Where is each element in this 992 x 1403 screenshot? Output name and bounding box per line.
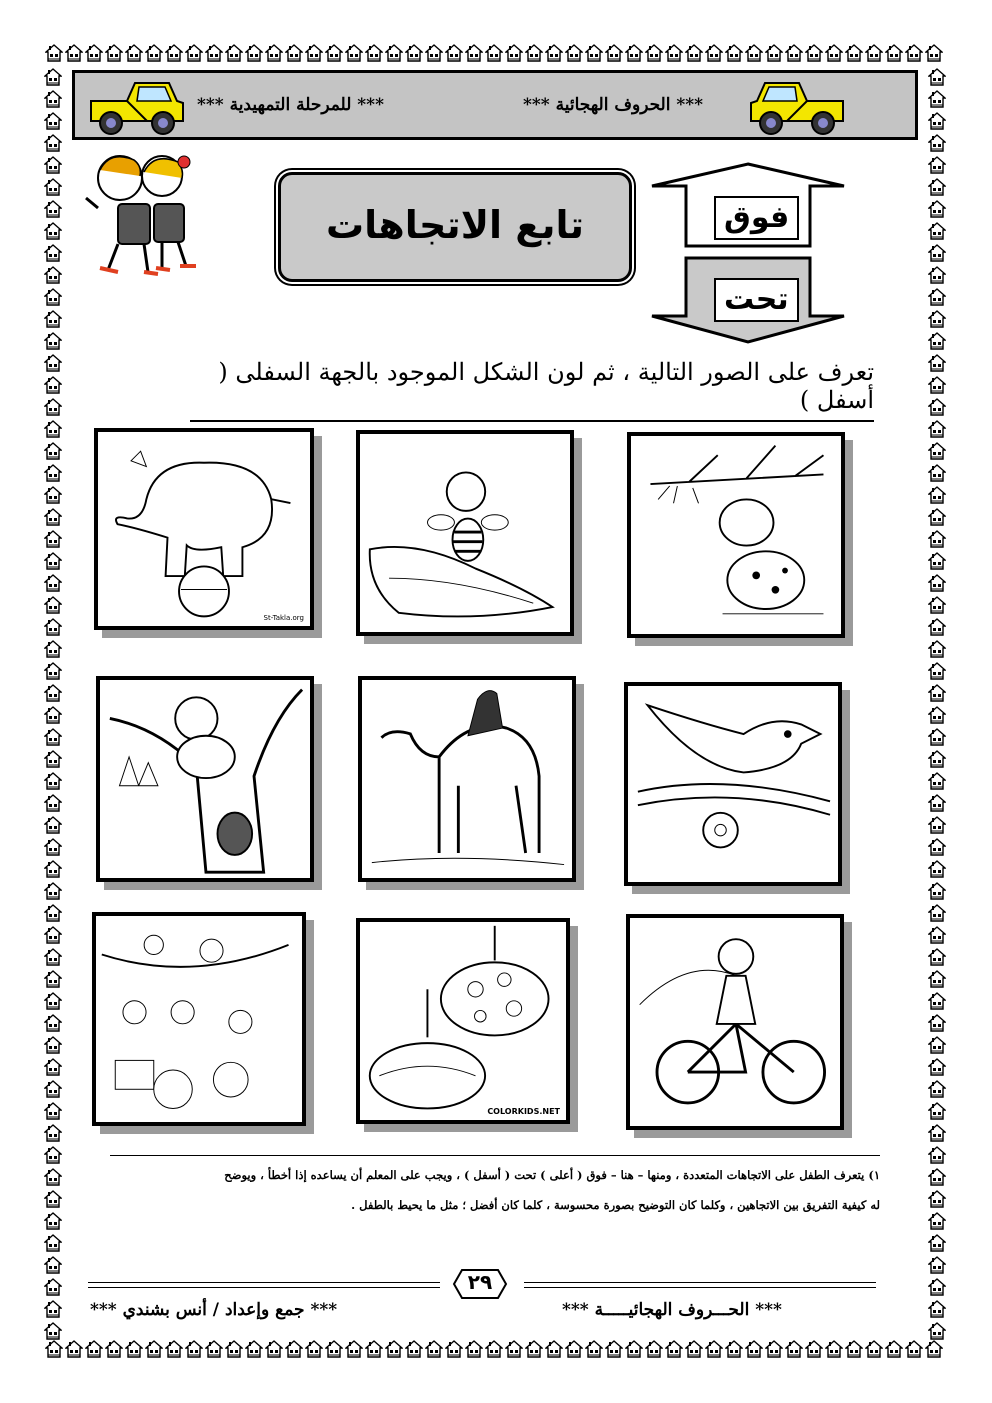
house-icon [705,44,723,62]
house-icon [44,1278,62,1296]
house-icon [928,574,946,592]
house-icon [928,1234,946,1252]
house-icon [928,200,946,218]
house-icon [44,794,62,812]
house-icon [928,1036,946,1054]
house-icon [565,44,583,62]
footer-divider-left [88,1282,440,1288]
ornaments-image [360,922,566,1120]
house-icon [928,486,946,504]
house-icon [405,1340,423,1358]
house-icon [44,728,62,746]
house-border-top [44,44,944,62]
house-icon [44,618,62,636]
house-icon [44,552,62,570]
house-icon [44,1014,62,1032]
house-icon [885,1340,903,1358]
house-icon [928,288,946,306]
house-icon [928,750,946,768]
house-icon [928,904,946,922]
house-icon [44,684,62,702]
house-icon [928,222,946,240]
house-icon [928,1322,946,1340]
house-icon [928,1080,946,1098]
house-icon [44,1256,62,1274]
bee-image [360,434,570,632]
house-icon [745,44,763,62]
house-icon [44,750,62,768]
house-icon [44,508,62,526]
house-icon [745,1340,763,1358]
house-icon [928,464,946,482]
house-icon [928,1212,946,1230]
cat-tree-image [100,680,310,878]
house-icon [265,1340,283,1358]
house-icon [44,1322,62,1340]
house-icon [928,1124,946,1142]
house-icon [44,442,62,460]
truck-icon [87,79,187,137]
house-icon [525,44,543,62]
house-icon [44,1168,62,1186]
image-frame-bee [356,430,574,636]
house-icon [928,134,946,152]
house-icon [928,970,946,988]
house-icon [928,1190,946,1208]
house-icon [44,420,62,438]
house-icon [145,1340,163,1358]
house-icon [44,530,62,548]
house-icon [685,1340,703,1358]
house-icon [765,44,783,62]
house-icon [185,44,203,62]
house-icon [44,838,62,856]
house-icon [928,398,946,416]
header-left-text: *** للمرحلة التمهيدية *** [197,95,384,115]
house-border-left [44,66,66,1342]
footer-divider-right [524,1282,876,1288]
header-right-text: *** الحروف الهجائية *** [523,95,704,115]
house-icon [185,1340,203,1358]
house-icon [785,1340,803,1358]
house-icon [928,244,946,262]
house-icon [245,44,263,62]
house-icon [885,44,903,62]
image-credit: COLORKIDS.NET [487,1107,560,1116]
house-icon [44,1036,62,1054]
house-icon [505,1340,523,1358]
house-icon [905,1340,923,1358]
house-icon [805,44,823,62]
house-icon [928,266,946,284]
header-banner [72,70,918,140]
house-icon [545,44,563,62]
footnote-line1: ١) يتعرف الطفل على الاتجاهات المتعددة ، ومنها – هنا – فوق ( أعلى ) تحت ( أسفل ) ، ويجب على المعلم أن يساعده إذا أخطأ ، ويوضح [224,1168,880,1182]
house-icon [385,44,403,62]
house-icon [928,68,946,86]
house-icon [928,640,946,658]
children-illustration [78,148,206,278]
house-icon [928,1058,946,1076]
house-icon [928,442,946,460]
house-icon [44,398,62,416]
house-icon [44,992,62,1010]
house-icon [485,1340,503,1358]
house-icon [785,44,803,62]
house-icon [44,1190,62,1208]
house-icon [928,794,946,812]
house-icon [85,44,103,62]
house-icon [44,1300,62,1318]
house-icon [44,640,62,658]
house-icon [928,1102,946,1120]
image-frame-bicycle [626,914,844,1130]
house-icon [928,1014,946,1032]
house-icon [928,992,946,1010]
house-icon [44,90,62,108]
image-frame-camel [358,676,576,882]
house-icon [928,772,946,790]
house-icon [305,44,323,62]
house-icon [928,882,946,900]
house-icon [928,376,946,394]
house-icon [425,1340,443,1358]
house-icon [45,44,63,62]
house-icon [928,860,946,878]
house-icon [928,530,946,548]
house-icon [928,948,946,966]
footnote-line2: له كيفية التفريق بين الاتجاهين ، وكلما كان التوضيح بصورة محسوسة ، كلما كان أفضل ؛ مثل ما يحيط بالطفل . [351,1198,880,1212]
house-icon [44,156,62,174]
house-icon [345,44,363,62]
house-icon [125,1340,143,1358]
house-icon [925,44,943,62]
house-icon [465,1340,483,1358]
house-icon [44,112,62,130]
house-icon [605,44,623,62]
house-icon [85,1340,103,1358]
house-icon [165,44,183,62]
house-icon [325,1340,343,1358]
house-icon [928,684,946,702]
house-icon [725,44,743,62]
footer-right-text: *** الحـــروف الهجائيـــــة *** [562,1300,782,1320]
image-frame-elephant [94,428,314,630]
house-icon [44,178,62,196]
house-icon [44,464,62,482]
dog-image [631,436,841,634]
house-icon [485,44,503,62]
house-icon [928,1168,946,1186]
image-frame-bird [624,682,842,886]
house-icon [928,112,946,130]
house-icon [865,44,883,62]
house-icon [44,134,62,152]
house-icon [44,222,62,240]
house-icon [245,1340,263,1358]
house-icon [928,728,946,746]
page-title: تابع الاتجاهات [325,203,585,247]
house-icon [928,332,946,350]
image-frame-circus [92,912,306,1126]
image-credit: St-Takla.org [263,614,304,622]
house-icon [265,44,283,62]
house-icon [44,376,62,394]
house-icon [145,44,163,62]
house-icon [928,420,946,438]
house-icon [365,1340,383,1358]
house-icon [625,1340,643,1358]
house-border-right [928,66,950,1342]
house-icon [65,1340,83,1358]
house-icon [928,508,946,526]
house-icon [325,44,343,62]
house-icon [305,1340,323,1358]
house-icon [44,574,62,592]
house-icon [928,816,946,834]
house-icon [44,816,62,834]
house-icon [928,90,946,108]
camel-image [362,680,572,878]
house-icon [665,44,683,62]
house-icon [44,1080,62,1098]
page-number: ٢٩ [467,1270,493,1294]
house-icon [44,596,62,614]
house-icon [465,44,483,62]
house-icon [645,1340,663,1358]
house-icon [625,44,643,62]
girl-bicycle-image [630,918,840,1126]
house-icon [44,860,62,878]
house-icon [285,44,303,62]
house-icon [44,68,62,86]
house-icon [105,44,123,62]
house-icon [44,486,62,504]
house-icon [44,200,62,218]
house-icon [44,772,62,790]
house-icon [685,44,703,62]
house-icon [928,596,946,614]
house-icon [44,288,62,306]
house-icon [125,44,143,62]
house-icon [44,1146,62,1164]
house-icon [105,1340,123,1358]
house-icon [605,1340,623,1358]
house-icon [445,1340,463,1358]
house-icon [44,706,62,724]
down-label: تحت [714,278,799,322]
house-icon [928,1146,946,1164]
house-icon [525,1340,543,1358]
house-icon [44,882,62,900]
house-icon [825,44,843,62]
house-icon [805,1340,823,1358]
house-icon [385,1340,403,1358]
footer-left-text: *** جمع وإعداد / أنس بشندي *** [90,1300,338,1320]
house-icon [445,44,463,62]
house-icon [845,44,863,62]
house-icon [928,838,946,856]
circus-dogs-image [96,916,302,1122]
house-icon [825,1340,843,1358]
house-icon [705,1340,723,1358]
house-icon [565,1340,583,1358]
house-icon [44,904,62,922]
house-icon [928,156,946,174]
footnote-divider [110,1155,880,1156]
house-icon [665,1340,683,1358]
house-icon [345,1340,363,1358]
image-frame-dog [627,432,845,638]
house-icon [725,1340,743,1358]
house-icon [45,1340,63,1358]
house-icon [44,970,62,988]
house-icon [44,662,62,680]
house-icon [205,1340,223,1358]
bird-image [628,686,838,882]
house-icon [44,332,62,350]
house-icon [585,1340,603,1358]
instruction-text: تعرف على الصور التالية ، ثم لون الشكل الموجود بالجهة السفلى ( أسفل ) [190,358,874,422]
house-icon [44,948,62,966]
house-icon [165,1340,183,1358]
house-icon [928,926,946,944]
house-icon [928,706,946,724]
up-label: فوق [714,196,799,240]
house-icon [585,44,603,62]
house-icon [928,1300,946,1318]
house-icon [44,354,62,372]
house-icon [44,1212,62,1230]
house-icon [928,618,946,636]
title-box [278,172,632,282]
house-icon [225,1340,243,1358]
house-border-bottom [44,1340,944,1358]
house-icon [845,1340,863,1358]
house-icon [44,1234,62,1252]
house-icon [928,662,946,680]
house-icon [645,44,663,62]
house-icon [44,926,62,944]
house-icon [44,1124,62,1142]
house-icon [928,310,946,328]
house-icon [44,244,62,262]
image-frame-cat [96,676,314,882]
house-icon [285,1340,303,1358]
house-icon [44,266,62,284]
house-icon [928,1256,946,1274]
house-icon [765,1340,783,1358]
house-icon [205,44,223,62]
house-icon [505,44,523,62]
house-icon [928,552,946,570]
house-icon [928,178,946,196]
house-icon [225,44,243,62]
house-icon [545,1340,563,1358]
image-frame-ornaments [356,918,570,1124]
house-icon [44,310,62,328]
house-icon [865,1340,883,1358]
house-icon [928,1278,946,1296]
house-icon [44,1058,62,1076]
elephant-image [98,432,310,626]
house-icon [65,44,83,62]
house-icon [928,354,946,372]
house-icon [905,44,923,62]
house-icon [425,44,443,62]
house-icon [365,44,383,62]
house-icon [44,1102,62,1120]
truck-icon [747,79,847,137]
house-icon [925,1340,943,1358]
house-icon [405,44,423,62]
